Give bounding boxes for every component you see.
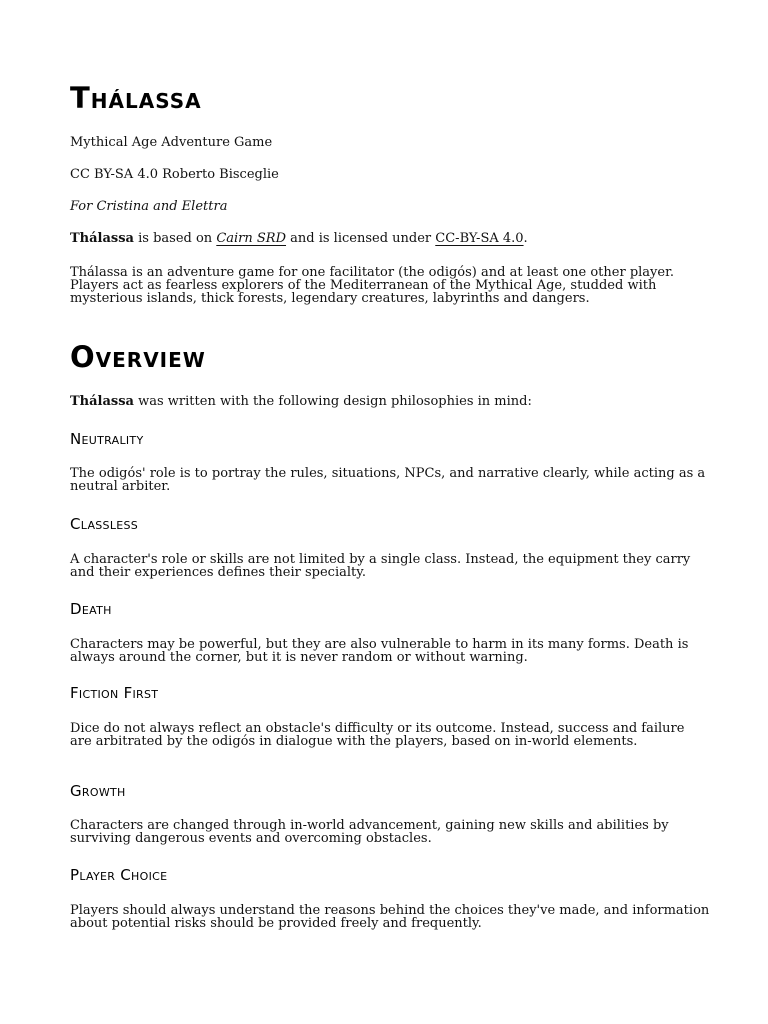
section-text-player-choice: Players should always understand the reasons behind the choices they've made, and information about potential risks should be provided freely and frequently. [70, 903, 710, 931]
section-heading-fiction-first: Fiction First [70, 684, 159, 702]
overview-heading: Overview [70, 340, 206, 374]
license-text: and is licensed under [286, 231, 436, 246]
overview-lead-text: was written with the following design philosophies in mind: [133, 394, 532, 409]
period: . [523, 231, 528, 246]
section-heading-player-choice: Player Choice [70, 866, 168, 884]
cairn-srd-link[interactable]: Cairn SRD [216, 231, 287, 246]
section-heading-growth: Growth [70, 782, 126, 800]
license-line: CC BY-SA 4.0 Roberto Bisceglie [70, 167, 279, 182]
section-text-classless: A character's role or skills are not limited by a single class. Instead, the equipment they carry and their experiences defines their specialty. [70, 552, 691, 580]
section-text-growth: Characters are changed through in-world advancement, gaining new skills and abilities by surviving dangerous events and overcoming obstacles. [70, 818, 669, 846]
section-heading-classless: Classless [70, 515, 139, 533]
cc-by-sa-link[interactable]: CC-BY-SA 4.0 [435, 231, 524, 246]
section-heading-death: Death [70, 600, 112, 618]
based-on-text: is based on [133, 231, 217, 246]
section-heading-neutrality: Neutrality [70, 430, 144, 448]
subtitle: Mythical Age Adventure Game [70, 135, 273, 150]
section-text-death: Characters may be powerful, but they are also vulnerable to harm in its many forms. Death is always around the corner, but it is never random or without warning. [70, 637, 689, 665]
overview-game-name: Thálassa [70, 394, 134, 409]
based-on-paragraph [70, 231, 710, 247]
section-text-fiction-first: Dice do not always reflect an obstacle's difficulty or its outcome. Instead, success and failure are arbitrated by the odigós in dialogue with the players, based on in-world elements. [70, 721, 685, 749]
document-title: Thálassa [70, 81, 202, 115]
game-name: Thálassa [70, 231, 134, 246]
overview-lead [70, 394, 710, 410]
intro-paragraph: Thálassa is an adventure game for one facilitator (the odigós) and at least one other player. Players act as fearless explorers of the Mediterranean of the Mythical Age, studded with mysterious islands, thick forests, legendary creatures, labyrinths and dangers. [70, 265, 674, 306]
section-text-neutrality: The odigós' role is to portray the rules, situations, NPCs, and narrative clearly, while acting as a neutral arbiter. [70, 466, 706, 494]
dedication: For Cristina and Elettra [70, 199, 228, 214]
